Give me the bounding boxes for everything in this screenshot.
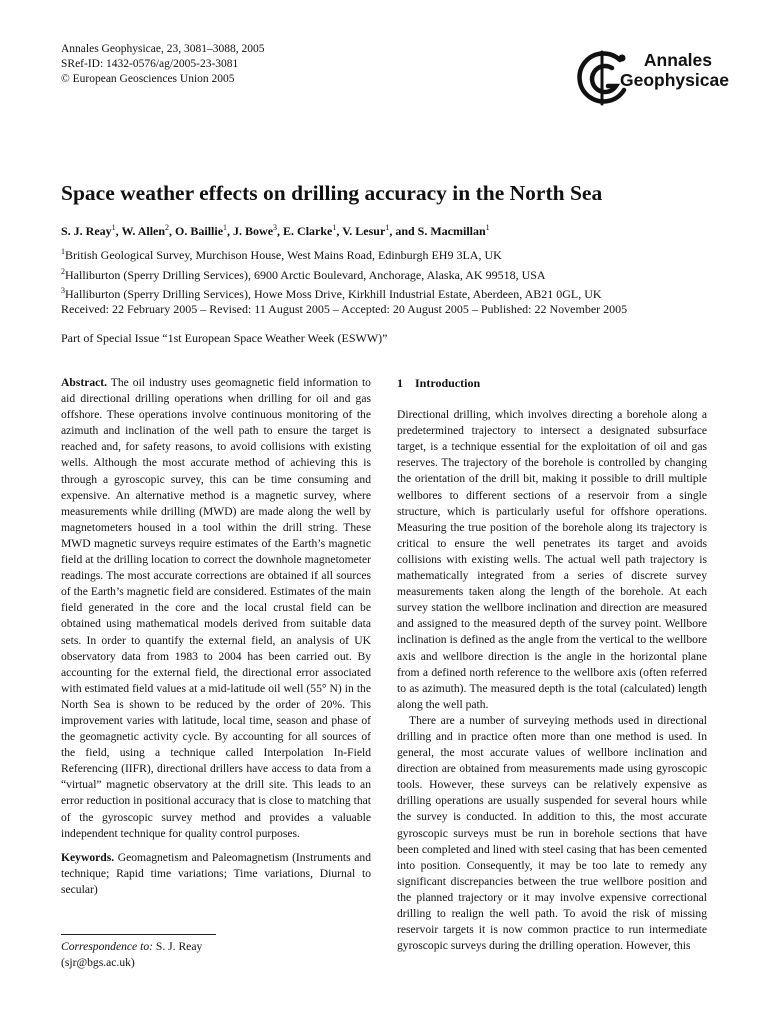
author-affil-sup: 1 <box>332 223 337 232</box>
correspondence-name: S. J. Reay <box>155 940 203 953</box>
journal-citation: Annales Geophysicae, 23, 3081–3088, 2005 <box>61 43 265 55</box>
correspondence-line <box>61 939 371 955</box>
author-name: J. Bowe <box>233 224 274 238</box>
author <box>283 224 342 238</box>
publication-dates: Received: 22 February 2005 – Revised: 11 August 2005 – Accepted: 20 August 2005 – Published: 22 November 2005 <box>61 302 628 316</box>
logo-line-2: Geophysicae <box>620 70 729 90</box>
author <box>233 224 283 238</box>
correspondence-label: Correspondence to: <box>61 940 153 953</box>
left-column <box>61 375 371 898</box>
section-heading <box>397 375 707 391</box>
author-list <box>61 220 721 239</box>
keywords <box>61 850 371 898</box>
journal-logo-text <box>620 50 729 90</box>
author-name: V. Lesur <box>342 224 386 238</box>
author-sep: , and <box>389 224 418 238</box>
affiliation-sup: 2 <box>61 266 65 276</box>
affiliation-text: Halliburton (Sperry Drilling Services), 6900 Arctic Boulevard, Anchorage, Alaska, AK 99518, USA <box>65 267 546 282</box>
author-affil-sup: 2 <box>165 223 170 232</box>
abstract-label: Abstract. <box>61 376 108 389</box>
keywords-label: Keywords. <box>61 850 115 864</box>
correspondence-email: (sjr@bgs.ac.uk) <box>61 956 135 969</box>
journal-copyright: © European Geosciences Union 2005 <box>61 73 235 85</box>
author-affil-sup: 1 <box>111 223 116 232</box>
author-sep: , <box>336 224 343 238</box>
affiliation-list <box>61 244 731 303</box>
section-title: Introduction <box>415 376 481 390</box>
author-sep: , <box>227 224 234 238</box>
paper-title: Space weather effects on drilling accuracy in the North Sea <box>61 181 603 205</box>
affiliation <box>61 264 731 284</box>
author-affil-sup: 3 <box>273 223 278 232</box>
affiliation-text: Halliburton (Sperry Drilling Services), Howe Moss Drive, Kirkhill Industrial Estate, Aberdeen, AB21 0GL, UK <box>65 287 602 301</box>
affiliation-sup: 3 <box>61 286 65 295</box>
correspondence-footnote <box>61 934 371 971</box>
author-name: W. Allen <box>121 224 166 238</box>
author <box>342 224 417 238</box>
affiliation <box>61 244 731 264</box>
right-column <box>397 375 707 954</box>
abstract-text: The oil industry uses geomagnetic field information to aid directional drilling operations when drilling for oil and gas offshore. These operations involve continuous monitoring of the azimuth and inclination of the well path to ensure the target is reached and, for safety reasons, to avoid collisions with existing wells. Although the most accurate method of achieving this is through a gyroscopic survey, this can be time consuming and expensive. An alternative method is a magnetic survey, where measurements while drilling (MWD) are made along the well by magnetometers housed in a tool within the drill string. These MWD magnetic surveys require estimates of the Earth’s magnetic field at the drilling location to correct the downhole magnetometer readings. The most accurate corrections are obtained if all sources of the Earth’s magnetic field are considered. Estimates of the main field generated in the core and the local crustal field can be obtained using mathematical models derived from suitable data sets. In order to quantify the external field, an analysis of UK observatory data from 1983 to 2004 has been carried out. By accounting for the external field, the directional error associated with estimated field values at a mid-latitude oil well (55° N) in the North Sea is shown to be reduced by the order of 20%. This improvement varies with latitude, local time, season and phase of the geomagnetic activity cycle. By accounting for all sources of the field, using a technique called Interpolation In-Field Referencing (IIFR), directional drillers have access to data from a “virtual” magnetic observatory at the drill site. This leads to an error reduction in positional accuracy that is close to matching that of the gyroscopic survey method and provides a valuable independent technique for quality control purposes. <box>61 376 371 840</box>
author-name: E. Clarke <box>283 224 333 238</box>
logo-line-1: Annales <box>643 50 712 70</box>
author-name: O. Baillie <box>175 224 224 238</box>
author <box>61 224 121 238</box>
author-sep: , <box>169 224 176 238</box>
author-sep: , <box>115 224 122 238</box>
journal-sref: SRef-ID: 1432-0576/ag/2005-23-3081 <box>61 58 239 70</box>
author-sep: , <box>277 224 284 238</box>
author-affil-sup: 1 <box>223 223 228 232</box>
author <box>121 224 175 238</box>
keywords-text: Geomagnetism and Paleomagnetism (Instruments and technique; Rapid time variations; Time variations, Diurnal to secular) <box>61 850 371 896</box>
author <box>175 224 233 238</box>
intro-paragraph: Directional drilling, which involves directing a borehole along a predetermined trajectory to intersect a designated subsurface target, is a technique essential for the exploitation of oil and gas reserves. The trajectory of the borehole is controlled by changing the orientation of the drill bit, making it possible to drill multiple wellbores to different sections of a reservoir from a single structure, which is particularly useful for offshore operations. Measuring the true position of the borehole along its trajectory is critical to ensure the well penetrates its target and avoids collisions with existing wells. The actual well path trajectory is mathematically integrated from a series of discrete survey measurements taken along the length of the borehole. At each survey station the wellbore inclination and direction are measured and assigned to the measured depth of the survey point. Wellbore inclination is defined as the angle from the vertical to the wellbore axis and wellbore direction is the angle in the horizontal plane from a defined north reference to the wellbore axis (often referred to as azimuth). The measured depth is the total (calculated) length along the well path. <box>397 408 707 711</box>
author-name: S. Macmillan <box>417 224 486 238</box>
special-issue-note: Part of Special Issue “1st European Space Weather Week (ESWW)” <box>61 331 388 345</box>
abstract <box>61 375 371 842</box>
journal-logo <box>572 42 729 122</box>
journal-info <box>61 42 264 87</box>
author-name: S. J. Reay <box>61 224 112 238</box>
author-affil-sup: 1 <box>485 223 490 232</box>
author-affil-sup: 1 <box>385 223 390 232</box>
section-number: 1 <box>397 376 403 390</box>
affiliation <box>61 283 731 303</box>
footnote-rule <box>61 934 216 935</box>
affiliation-sup: 1 <box>61 247 65 256</box>
author <box>418 224 490 238</box>
affiliation-text: British Geological Survey, Murchison House, West Mains Road, Edinburgh EH9 3LA, UK <box>65 248 502 262</box>
intro-paragraph: There are a number of surveying methods used in directional drilling and in practice often more than one method is used. In general, the most accurate values of wellbore inclination and direction are obtained from measurements made using gyroscopic tools. However, these surveys can be relatively expensive as drilling operations are usually suspended for several hours while the survey is conducted. In addition to this, the most accurate gyroscopic surveys must be run in borehole sections that have been completed and lined with steel casing that has been cemented into position. Consequently, it may be too late to remedy any significant discrepancies between the true wellbore position and the planned trajectory or it may involve expensive correctional drilling to realign the well path. To avoid the risk of missing reservoir targets it is now common practice to run intermediate gyroscopic surveys during the drilling operation. However, this <box>397 713 707 953</box>
